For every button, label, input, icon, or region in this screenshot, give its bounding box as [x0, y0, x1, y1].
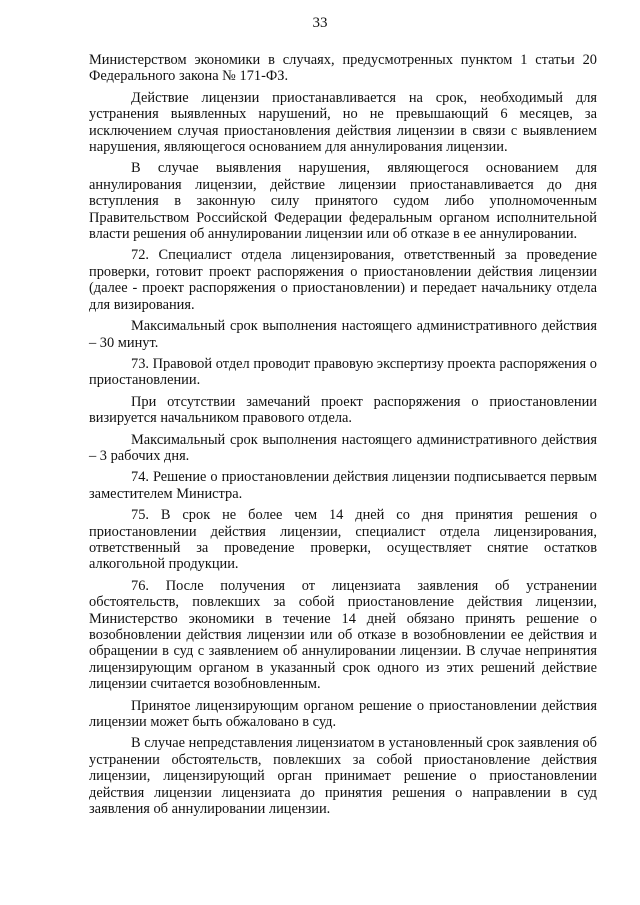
paragraph: 75. В срок не более чем 14 дней со дня принятия решения о приостановлении действия лицензии, специалист отдела лицензирования, ответственный за проведение проверки, осуществляет снятие остатков алкогольной продукции. — [89, 507, 597, 573]
paragraph: В случае непредставления лицензиатом в установленный срок заявления об устранении обстоятельств, повлекших за собой приостановление действия лицензии, лицензирующий орган принимает решение о приостановлении действия лицензии лицензиата до принятия решения о направлении в суд заявления об аннулировании лицензии. — [89, 735, 597, 818]
paragraph: При отсутствии замечаний проект распоряжения о приостановлении визируется начальником правового отдела. — [89, 393, 597, 427]
paragraph: 72. Специалист отдела лицензирования, ответственный за проведение проверки, готовит проект распоряжения о приостановлении действия лицензии (далее - проект распоряжения о приостановлении) и передает начальнику отдела для визирования. — [89, 247, 597, 313]
paragraph: 74. Решение о приостановлении действия лицензии подписывается первым заместителем Министра. — [89, 469, 597, 502]
page-number: 33 — [312, 15, 328, 31]
paragraph: В случае выявления нарушения, являющегося основанием для аннулирования лицензии, действие лицензии приостанавливается до дня вступления в законную силу принятого судом либо уполномоченным Правительством Российской Федерации федеральным органом исполнительной власти решения об аннулировании лицензии или об отказе в ее аннулировании. — [89, 160, 597, 243]
paragraph: 76. После получения от лицензиата заявления об устранении обстоятельств, повлекших за собой приостановление действия лицензии, Министерство экономики в течение 14 дней обязано принять решение о возобновлении действия лицензии или об отказе в возобновлении ее действия и обращении в суд с заявлением об аннулировании лицензии. В случае непринятия лицензирующим органом в указанный срок одного из этих решений действие лицензии считается возобновленным. — [89, 577, 597, 693]
body-text — [89, 52, 597, 822]
paragraph: Министерством экономики в случаях, предусмотренных пунктом 1 статьи 20 Федерального закона № 171-ФЗ. — [89, 52, 597, 85]
paragraph: Максимальный срок выполнения настоящего административного действия – 3 рабочих дня. — [89, 431, 597, 464]
paragraph: Максимальный срок выполнения настоящего административного действия – 30 минут. — [89, 318, 597, 351]
paragraph: Принятое лицензирующим органом решение о приостановлении действия лицензии может быть обжаловано в суд. — [89, 697, 597, 731]
paragraph: 73. Правовой отдел проводит правовую экспертизу проекта распоряжения о приостановлении. — [89, 355, 597, 389]
paragraph: Действие лицензии приостанавливается на срок, необходимый для устранения выявленных нарушений, но не превышающий 6 месяцев, за исключением случая приостановления действия лицензии в связи с выявлением нарушения, являющегося основанием для аннулирования лицензии. — [89, 89, 597, 156]
